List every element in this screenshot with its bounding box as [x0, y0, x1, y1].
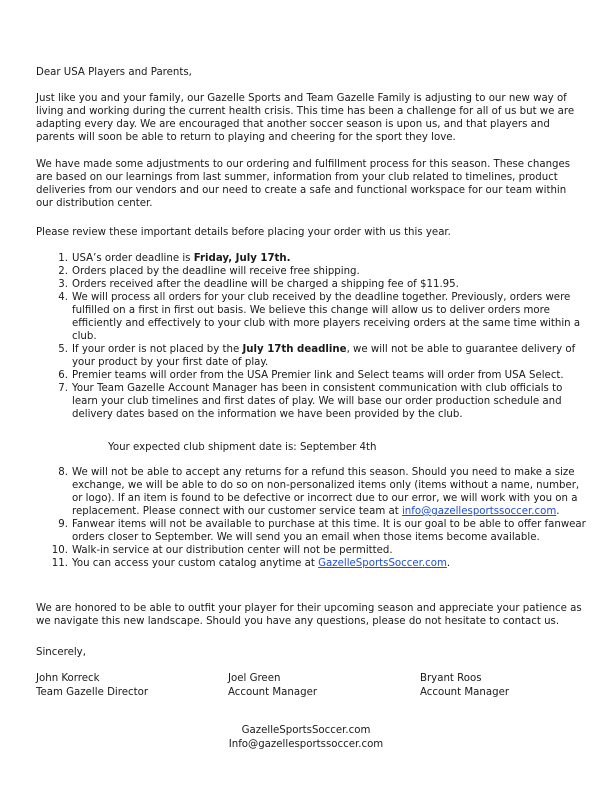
list-item: [51, 557, 586, 570]
signatory-title: Account Manager: [420, 687, 510, 698]
signatory-name: Joel Green: [228, 673, 281, 684]
signatory-title: Account Manager: [228, 687, 318, 698]
list-item: [58, 382, 586, 421]
list-item-text: Walk-in service at our distribution center will not be permitted.: [72, 545, 393, 556]
list-number: 3.: [58, 279, 68, 290]
list-item: [58, 343, 586, 369]
list-item-text: , we will not be able to guarantee delivery of your product by your first date of play.: [72, 344, 576, 368]
list-number: 2.: [58, 266, 68, 277]
signatory-name: John Korreck: [36, 673, 100, 684]
list-item-text: If your order is not placed by the: [72, 344, 243, 355]
list-number: 4.: [58, 292, 68, 303]
shipment-date-line: Your expected club shipment date is: September 4th: [108, 442, 377, 453]
deadline-text: USA’s order deadline is: [72, 253, 194, 264]
list-item-text: Orders placed by the deadline will receive free shipping.: [72, 266, 360, 277]
list-item-text: .: [446, 558, 451, 569]
list-number: 10.: [51, 545, 68, 556]
adjustments-paragraph: We have made some adjustments to our ordering and fulfillment process for this season. These changes are based on our learnings from last summer, information from your club related to timelines, product deliveries from our vendors and our need to create a safe and functional workspace for our team within our distribution center.: [36, 159, 571, 209]
list-item-text: We will process all orders for your club received by the deadline together. Previously, orders were fulfilled on a first in first out basis. We believe this change will allow us to deliver orders more efficiently and effectively to your club with more players receiving orders at the same time within a club.: [72, 292, 581, 342]
list-item: [58, 369, 586, 382]
list-item: [58, 278, 586, 291]
signatory-name: Bryant Roos: [420, 673, 482, 684]
footer-website: GazelleSportsSoccer.com: [241, 725, 371, 736]
list-item: [58, 252, 586, 265]
list-number: 1.: [58, 253, 68, 264]
customer-service-email-link[interactable]: info@gazellesportssoccer.com: [401, 506, 557, 517]
list-item: [58, 265, 586, 278]
catalog-website-link[interactable]: GazelleSportsSoccer.com: [318, 558, 447, 569]
greeting: Dear USA Players and Parents,: [36, 67, 192, 78]
signature-block: [36, 672, 148, 700]
list-item: [51, 544, 586, 557]
list-item-text: You can access your custom catalog anytime at: [72, 558, 319, 569]
sign-off: Sincerely,: [36, 647, 86, 658]
list-item-text: Your Team Gazelle Account Manager has been in consistent communication with club officials to learn your club timelines and first dates of play. We will base our order production schedule and delivery dates based on the information we have been provided by the club.: [72, 383, 563, 420]
list-item: [58, 291, 586, 343]
letter-footer: [0, 724, 612, 752]
list-item-text: Fanwear items will not be available to purchase at this time. It is our goal to be able to offer fanwear orders closer to September. We will send you an email when those items become available.: [72, 519, 586, 543]
intro-paragraph: Just like you and your family, our Gazelle Sports and Team Gazelle Family is adjusting to our new way of living and working during the current health crisis. This time has been a challenge for all of us but we are adapting every day. We are encouraged that another soccer season is upon us, and that players and parents will soon be able to return to playing and cheering for the sport they love.: [36, 93, 575, 143]
list-number: 8.: [58, 467, 68, 478]
list-number: 5.: [58, 344, 68, 355]
list-item-text: Orders received after the deadline will be charged a shipping fee of $11.95.: [72, 279, 459, 290]
details-list: [58, 252, 586, 421]
list-item: [58, 518, 586, 544]
policy-list: [51, 466, 586, 570]
list-number: 6.: [58, 370, 68, 381]
list-number: 9.: [58, 519, 68, 530]
list-item-text: .: [556, 506, 560, 517]
list-item-text: We will not be able to accept any returns for a refund this season. Should you need to make a size exchange, we will be able to do so on non-personalized items only (items without a name, number, or logo). If an item is found to be defective or incorrect due to our error, we will work with you on a replacement. Please connect with our customer service team at: [72, 467, 580, 517]
list-item-text: Premier teams will order from the USA Premier link and Select teams will order from USA Select.: [72, 370, 564, 381]
list-number: 11.: [51, 558, 68, 569]
deadline-date: Friday, July 17th.: [193, 253, 291, 264]
signatory-title: Team Gazelle Director: [36, 687, 149, 698]
closing-paragraph: We are honored to be able to outfit your player for their upcoming season and appreciate your patience as we navigate this new landscape. Should you have any questions, please do not hesitate to contact us.: [36, 603, 582, 627]
signature-block: [228, 672, 317, 700]
footer-email: Info@gazellesportssoccer.com: [228, 739, 384, 750]
signature-block: [420, 672, 509, 700]
deadline-emphasis: July 17th deadline: [242, 344, 347, 355]
list-item: [58, 466, 586, 518]
review-paragraph: Please review these important details before placing your order with us this year.: [36, 227, 451, 238]
list-number: 7.: [58, 383, 68, 394]
